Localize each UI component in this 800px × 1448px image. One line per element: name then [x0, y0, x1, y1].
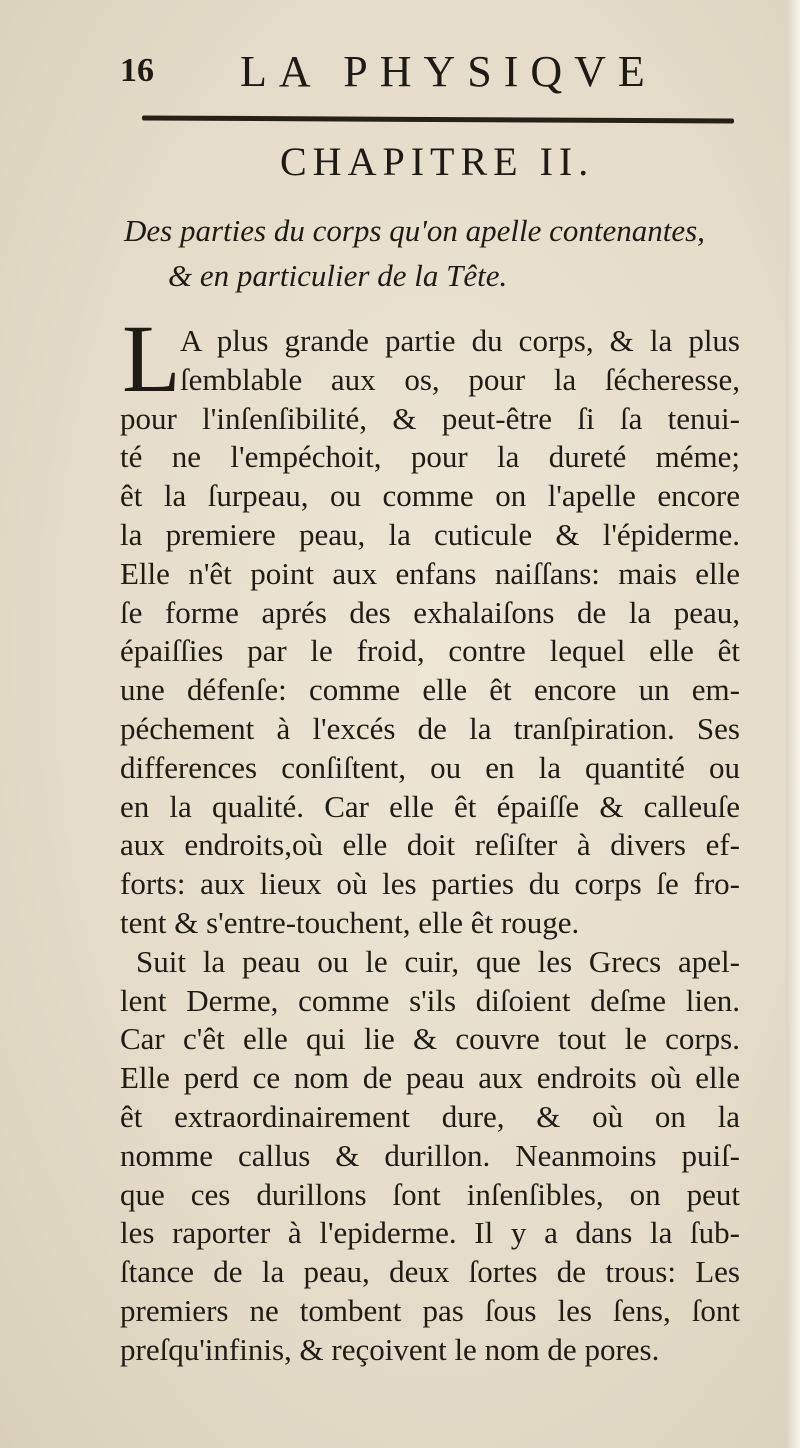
text-line: differences conſiſtent, ou en la quantité ou: [120, 749, 740, 785]
text-line: que ces durillons ſont inſenſibles, on peut: [120, 1176, 740, 1212]
text-line: ſemblable aux os, pour la ſécheresse,: [180, 361, 740, 397]
page-edge: [786, 0, 800, 1448]
chapter-subtitle-line-1: Des parties du corps qu'on apelle contenantes,: [124, 213, 705, 248]
text-line: Car c'êt elle qui lie & couvre tout le corps.: [120, 1021, 740, 1057]
text-line: forts: aux lieux où les parties du corps ſe fro-: [120, 866, 740, 902]
body-text: [120, 322, 740, 1370]
text-line: en la qualité. Car elle êt épaiſſe & calleuſe: [120, 788, 740, 824]
text-line: la premiere peau, la cuticule & l'épiderme.: [120, 516, 740, 552]
text-line: les raporter à l'epiderme. Il y a dans la ſub-: [120, 1215, 740, 1251]
text-line: êt la ſurpeau, ou comme on l'apelle encore: [120, 478, 740, 514]
text-line: tent & s'entre-touchent, elle êt rouge.: [120, 904, 580, 940]
page-number: 16: [120, 52, 154, 89]
text-line: êt extraordinairement dure, & où on la: [120, 1098, 740, 1134]
drop-cap: L: [122, 305, 181, 412]
text-line: Elle n'êt point aux enfans naiſſans: mais elle: [120, 555, 740, 591]
running-title: LA PHYSIQVE: [240, 47, 657, 96]
text-line: Elle perd ce nom de peau aux endroits où elle: [120, 1060, 740, 1096]
text-line: aux endroits,où elle doit reſiſter à divers ef-: [120, 827, 740, 863]
text-line: ſe forme aprés des exhalaiſons de la peau,: [120, 594, 740, 630]
text-line: pour l'inſenſibilité, & peut-être ſi ſa tenui-: [120, 400, 740, 436]
text-line: lent Derme, comme s'ils diſoient deſme lien.: [120, 982, 740, 1018]
text-line: té ne l'empéchoit, pour la dureté méme;: [120, 439, 740, 475]
text-line: A plus grande partie du corps, & la plus: [180, 323, 740, 358]
text-line: épaiſſies par le froid, contre lequel elle êt: [120, 633, 740, 669]
text-line: ſtance de la peau, deux ſortes de trous: Les: [120, 1254, 740, 1290]
text-line: nomme callus & durillon. Neanmoins puiſ-: [120, 1137, 740, 1173]
text-line: preſqu'infinis, & reçoivent le nom de pores.: [120, 1331, 660, 1367]
chapter-subtitle-line-2: & en particulier de la Tête.: [168, 258, 508, 293]
text-line: premiers ne tombent pas ſous les ſens, ſont: [120, 1292, 740, 1328]
text-line: péchement à l'excés de la tranſpiration. Ses: [120, 710, 740, 746]
header-rule: [142, 115, 734, 123]
text-line: Suit la peau ou le cuir, que les Grecs apel-: [136, 943, 740, 979]
chapter-title: CHAPITRE II.: [280, 139, 595, 184]
text-line: une défenſe: comme elle êt encore un em-: [120, 672, 740, 708]
